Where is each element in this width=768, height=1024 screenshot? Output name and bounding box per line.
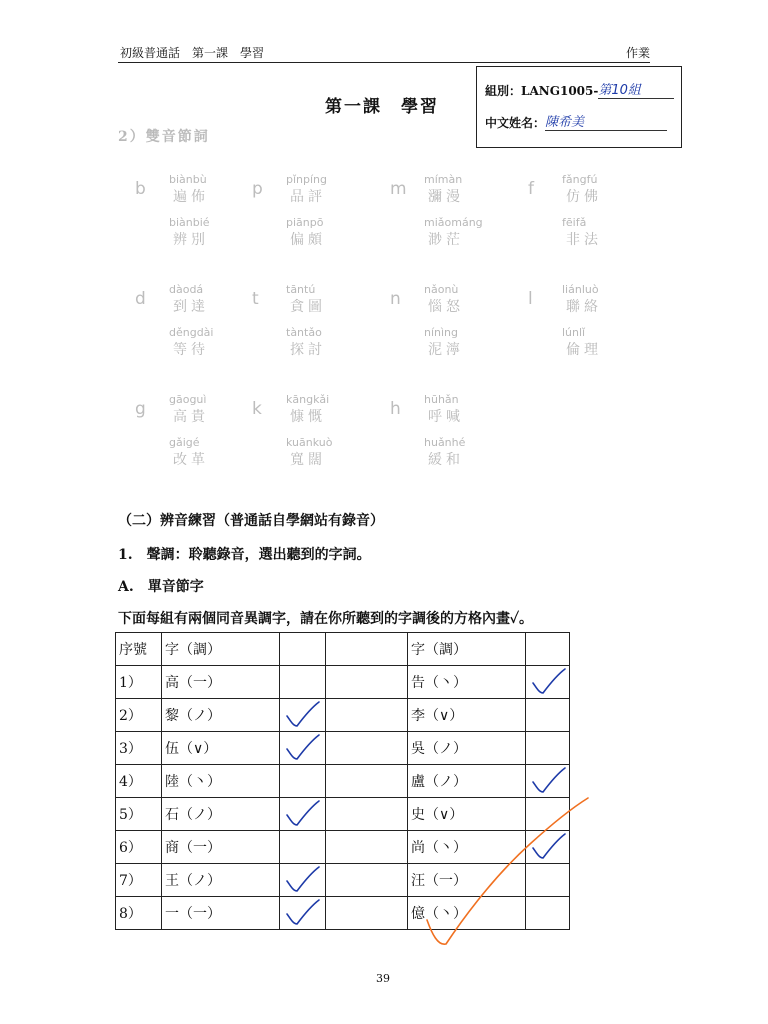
drill-pinyin: tàntǎo: [286, 326, 322, 339]
right-check-box[interactable]: [526, 831, 570, 864]
blank-cell: [326, 666, 408, 699]
drill-pinyin: tāntú: [286, 283, 316, 296]
check-mark-icon: [529, 766, 567, 796]
drill-characters: 改革: [173, 452, 209, 468]
left-character: 王（ノ）: [162, 864, 280, 897]
drill-characters: 慷慨: [290, 409, 326, 425]
left-character: 石（ノ）: [162, 798, 280, 831]
left-character: 商（一）: [162, 831, 280, 864]
drill-word: [286, 393, 376, 426]
section-two-heading: （二）辨音練習（普通話自學網站有錄音）: [118, 513, 384, 529]
drill-characters: 聯絡: [566, 299, 602, 315]
drill-initial: p: [252, 179, 263, 199]
page-title: 第一課 學習: [325, 97, 439, 117]
drill-word: [562, 283, 652, 316]
drill-pinyin: pǐnpíng: [286, 173, 328, 186]
left-character: 黎（ノ）: [162, 699, 280, 732]
drill-word: [169, 283, 259, 316]
drill-pinyin: dàodá: [169, 283, 204, 296]
drill-characters: 緩和: [428, 452, 464, 468]
drill-pinyin: lúnlǐ: [562, 326, 586, 339]
drill-word: [169, 326, 259, 359]
table-row: [116, 732, 570, 765]
right-character: 史（∨）: [408, 798, 526, 831]
drill-word: [169, 393, 259, 426]
group-handwriting: 第10組: [598, 83, 641, 98]
drill-word: [286, 283, 376, 316]
drill-pinyin: biànbù: [169, 173, 207, 186]
drill-pinyin: kāngkǎi: [286, 393, 330, 406]
drill-characters: 呼喊: [428, 409, 464, 425]
name-handwriting: 陳希美: [545, 115, 585, 130]
header-blank-left: [280, 633, 326, 666]
drill-characters: 惱怒: [428, 299, 464, 315]
drill-pinyin: liánluò: [562, 283, 599, 296]
faded-section-title: 2）雙音節詞: [118, 129, 210, 145]
left-character: 伍（∨）: [162, 732, 280, 765]
right-character: 告（丶）: [408, 666, 526, 699]
drill-characters: 仿佛: [566, 189, 602, 205]
question-one-heading: 1. 聲調：聆聽錄音，選出聽到的字詞。: [118, 547, 371, 563]
left-check-box[interactable]: [280, 831, 326, 864]
table-row: [116, 798, 570, 831]
drill-characters: 等待: [173, 342, 209, 358]
name-line: [545, 111, 667, 131]
table-row: [116, 897, 570, 930]
blank-cell: [326, 798, 408, 831]
left-check-box[interactable]: [280, 897, 326, 930]
left-character: 一（一）: [162, 897, 280, 930]
drill-characters: 瀰漫: [428, 189, 464, 205]
drill-word: [286, 326, 376, 359]
drill-characters: 偏頗: [290, 232, 326, 248]
drill-characters: 高貴: [173, 409, 209, 425]
right-character: 尚（丶）: [408, 831, 526, 864]
drill-pinyin: nínìng: [424, 326, 459, 339]
left-check-box[interactable]: [280, 765, 326, 798]
check-mark-icon: [529, 667, 567, 697]
drill-characters: 泥濘: [428, 342, 464, 358]
check-mark-icon: [283, 865, 321, 895]
drill-word: [562, 326, 652, 359]
drill-word: [562, 173, 652, 206]
page-number: 39: [376, 972, 390, 985]
drill-pinyin: gāoguì: [169, 393, 207, 406]
student-id-box: [476, 66, 682, 148]
drill-pinyin: piānpō: [286, 216, 324, 229]
right-check-box[interactable]: [526, 666, 570, 699]
left-check-box[interactable]: [280, 666, 326, 699]
left-check-box[interactable]: [280, 864, 326, 897]
drill-word: [286, 173, 376, 206]
left-check-box[interactable]: [280, 798, 326, 831]
drill-initial: m: [390, 179, 407, 199]
right-character: 汪（一）: [408, 864, 526, 897]
drill-characters: 探討: [290, 342, 326, 358]
drill-pinyin: biànbié: [169, 216, 210, 229]
right-check-box[interactable]: [526, 732, 570, 765]
drill-characters: 寬闊: [290, 452, 326, 468]
row-number: 1）: [116, 666, 162, 699]
check-mark-icon: [283, 898, 321, 928]
blank-cell: [326, 897, 408, 930]
drill-initial: f: [528, 179, 534, 199]
right-check-box[interactable]: [526, 765, 570, 798]
right-check-box[interactable]: [526, 798, 570, 831]
check-mark-icon: [283, 799, 321, 829]
drill-characters: 非法: [566, 232, 602, 248]
sub-a-heading: A. 單音節字: [118, 579, 204, 595]
drill-word: [424, 283, 514, 316]
instruction-text: 下面每組有兩個同音異調字，請在你所聽到的字調後的方格內畫✓。: [118, 611, 534, 627]
drill-initial: t: [252, 289, 259, 309]
right-check-box[interactable]: [526, 864, 570, 897]
name-row: [485, 111, 667, 131]
row-number: 2）: [116, 699, 162, 732]
drill-characters: 辨別: [173, 232, 209, 248]
drill-word: [562, 216, 652, 249]
running-header: [118, 44, 650, 63]
drill-characters: 倫理: [566, 342, 602, 358]
group-row: [485, 79, 674, 99]
header-course: 初級普通話 第一課 學習: [120, 46, 265, 60]
row-number: 5）: [116, 798, 162, 831]
drill-word: [424, 173, 514, 206]
drill-word: [169, 436, 259, 469]
left-check-box[interactable]: [280, 732, 326, 765]
group-label: 組別：LANG1005-: [485, 84, 599, 98]
drill-pinyin: gǎigé: [169, 436, 200, 449]
header-type: 作業: [625, 46, 650, 60]
drill-initial: n: [390, 289, 401, 309]
table-row: [116, 666, 570, 699]
drill-pinyin: mímàn: [424, 173, 463, 186]
check-mark-icon: [529, 832, 567, 862]
drill-characters: 品評: [290, 189, 326, 205]
table-row: [116, 765, 570, 798]
right-check-box[interactable]: [526, 897, 570, 930]
drill-pinyin: kuānkuò: [286, 436, 333, 449]
check-mark-icon: [283, 700, 321, 730]
drill-characters: 渺茫: [428, 232, 464, 248]
left-character: 高（一）: [162, 666, 280, 699]
check-mark-icon: [283, 733, 321, 763]
right-character: 盧（ノ）: [408, 765, 526, 798]
drill-word: [286, 216, 376, 249]
row-number: 6）: [116, 831, 162, 864]
header-blank-right: [526, 633, 570, 666]
drill-initial: b: [135, 179, 146, 199]
drill-characters: 貪圖: [290, 299, 326, 315]
drill-word: [424, 436, 514, 469]
table-row: [116, 699, 570, 732]
blank-cell: [326, 765, 408, 798]
drill-characters: 到達: [173, 299, 209, 315]
name-label: 中文姓名：: [485, 116, 546, 130]
right-character: 億（丶）: [408, 897, 526, 930]
left-character: 陸（丶）: [162, 765, 280, 798]
drill-initial: d: [135, 289, 146, 309]
drill-pinyin: huǎnhé: [424, 436, 466, 449]
group-line: [598, 79, 674, 99]
blank-cell: [326, 864, 408, 897]
drill-initial: k: [252, 399, 262, 419]
drill-characters: 遍佈: [173, 189, 209, 205]
blank-cell: [326, 831, 408, 864]
drill-pinyin: hūhǎn: [424, 393, 459, 406]
right-check-box[interactable]: [526, 699, 570, 732]
header-blank-mid: [326, 633, 408, 666]
table-header-row: [116, 633, 570, 666]
drill-pinyin: fēifǎ: [562, 216, 587, 229]
drill-pinyin: miǎománg: [424, 216, 483, 229]
header-number: 序號: [116, 633, 162, 666]
row-number: 7）: [116, 864, 162, 897]
row-number: 3）: [116, 732, 162, 765]
drill-word: [169, 216, 259, 249]
table-row: [116, 831, 570, 864]
right-character: 吳（ノ）: [408, 732, 526, 765]
blank-cell: [326, 699, 408, 732]
blank-cell: [326, 732, 408, 765]
right-character: 李（∨）: [408, 699, 526, 732]
header-character-right: 字（調）: [408, 633, 526, 666]
tone-table: [115, 632, 570, 930]
drill-pinyin: nǎonù: [424, 283, 459, 296]
drill-initial: g: [135, 399, 146, 419]
drill-word: [286, 436, 376, 469]
drill-pinyin: děngdài: [169, 326, 214, 339]
drill-word: [424, 326, 514, 359]
drill-word: [424, 393, 514, 426]
row-number: 4）: [116, 765, 162, 798]
table-row: [116, 864, 570, 897]
header-character-left: 字（調）: [162, 633, 280, 666]
drill-initial: l: [528, 289, 533, 309]
drill-word: [169, 173, 259, 206]
drill-initial: h: [390, 399, 401, 419]
drill-word: [424, 216, 514, 249]
drill-pinyin: fǎngfú: [562, 173, 598, 186]
left-check-box[interactable]: [280, 699, 326, 732]
row-number: 8）: [116, 897, 162, 930]
